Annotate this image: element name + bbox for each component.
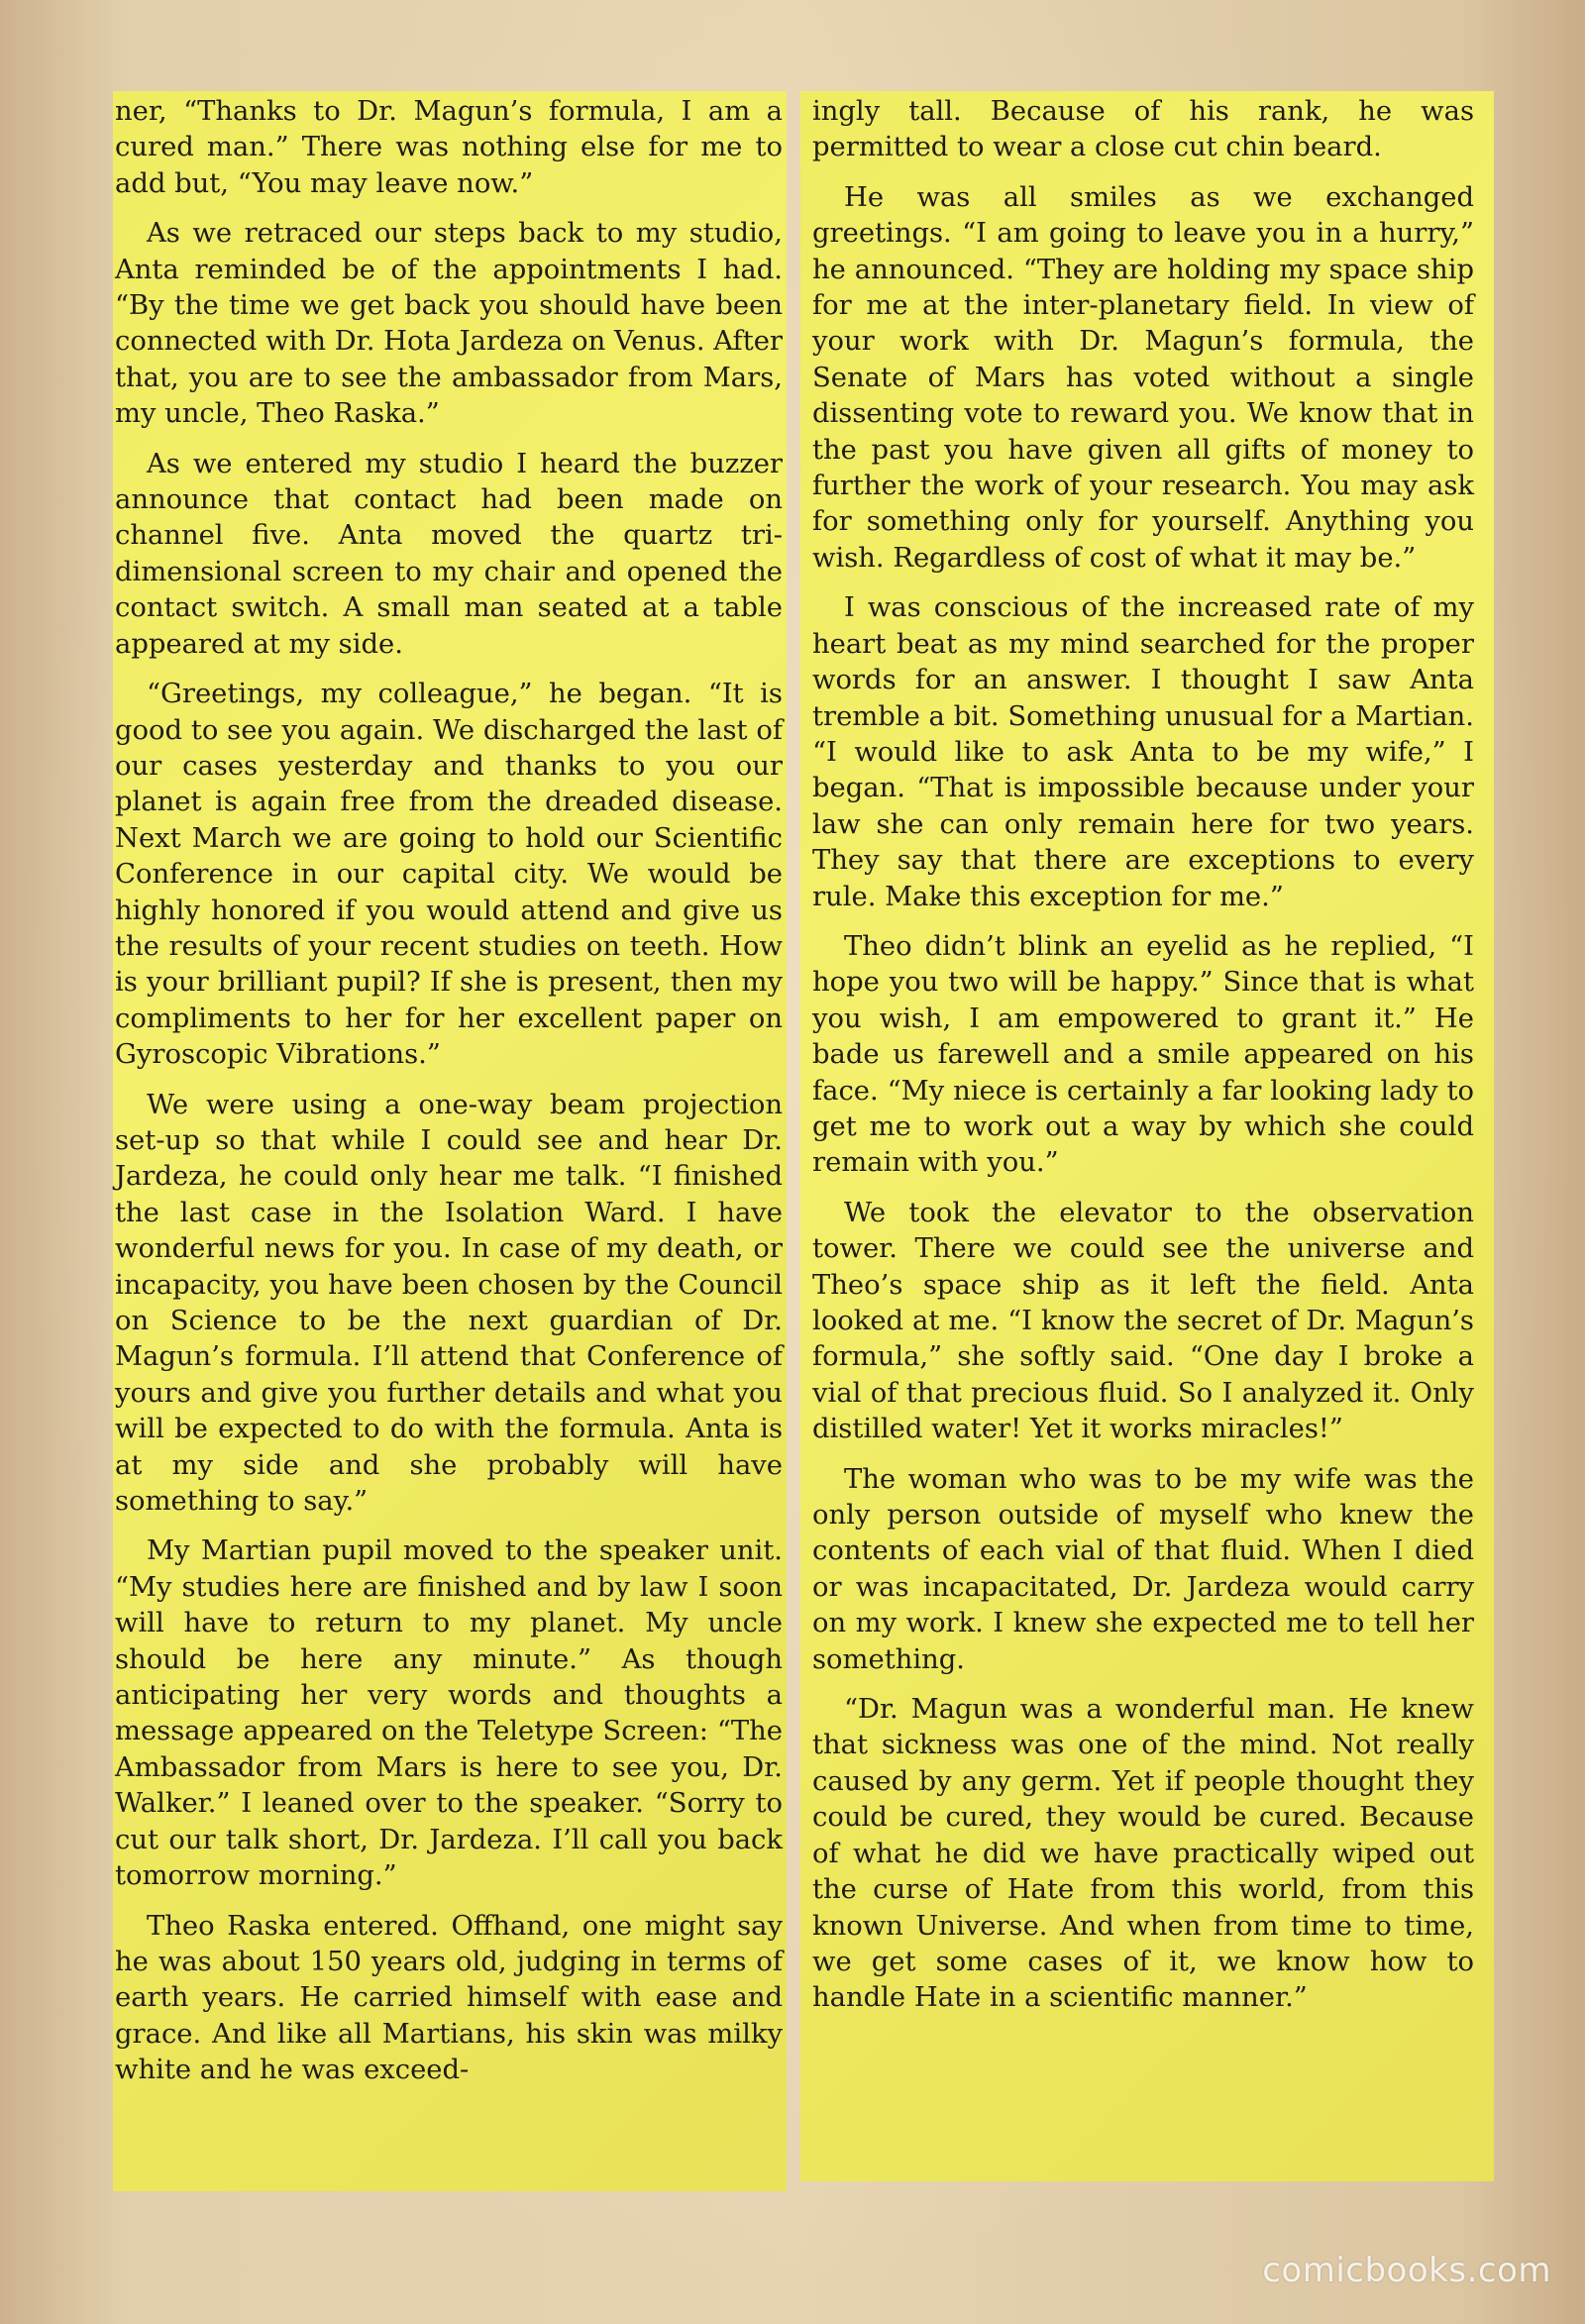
paragraph: ingly tall. Because of his rank, he was permitted to wear a close cut chin beard. <box>812 96 1474 163</box>
right-text-column <box>812 94 1474 2031</box>
paragraph: We took the elevator to the observation tower. There we could see the universe and Theo’s space ship as it left the field. Anta looked at me. “I know the secret of Dr. Magun’s formula,” she softly said. “One day I broke a vial of that precious fluid. So I analyzed it. Only distilled water! Yet it works miracles!” <box>812 1197 1474 1445</box>
paragraph: As we entered my studio I heard the buzzer announce that contact had been made on channel five. Anta moved the quartz tri-dimensional screen to my chair and opened the contact switch. A small man seated at a table appeared at my side. <box>115 448 783 660</box>
paragraph: As we retraced our steps back to my studio, Anta reminded be of the appointments I had. “By the time we get back you should have been connected with Dr. Hota Jardeza on Venus. After that, you are to see the ambassador from Mars, my uncle, Theo Raska.” <box>115 218 783 430</box>
paragraph: The woman who was to be my wife was the only person outside of myself who knew the contents of each vial of that fluid. When I died or was incapacitated, Dr. Jardeza would carry on my work. I knew she expected me to tell her something. <box>812 1463 1474 1675</box>
paragraph: I was conscious of the increased rate of my heart beat as my mind searched for the proper words for an answer. I thought I saw Anta tremble a bit. Something unusual for a Martian. “I would like to ask Anta to be my wife,” I began. “That is impossible because under your law she can only remain here for two years. They say that there are exceptions to every rule. Make this exception for me.” <box>812 592 1474 912</box>
paragraph: We were using a one-way beam projection set-up so that while I could see and hear Dr. Jardeza, he could only hear me talk. “I finished the last case in the Isolation Ward. I have wonderful news for you. In case of my death, or incapacity, you have been chosen by the Council on Science to be the next guardian of Dr. Magun’s formula. I’ll attend that Conference of yours and give you further details and what you will be expected to do with the formula. Anta is at my side and she probably will have something to say.” <box>115 1089 783 1518</box>
paragraph: My Martian pupil moved to the speaker unit. “My studies here are finished and by law I soon will have to return to my planet. My uncle should be here any minute.” As though anticipating her very words and thoughts a message appeared on the Teletype Screen: “The Ambassador from Mars is here to see you, Dr. Walker.” I leaned over to the speaker. “Sorry to cut our talk short, Dr. Jardeza. I’ll call you back tomorrow morning.” <box>115 1535 783 1892</box>
watermark: comicbooks.com <box>1262 2251 1551 2290</box>
paragraph: Theo Raska entered. Offhand, one might say he was about 150 years old, judging in terms of earth years. He carried himself with ease and grace. And like all Martians, his skin was milky white and he was exceed- <box>115 1910 783 2086</box>
paragraph: “Greetings, my colleague,” he began. “It is good to see you again. We discharged the last of our cases yesterday and thanks to you our planet is again free from the dreaded disease. Next March we are going to hold our Scientific Conference in our capital city. We would be highly honored if you would attend and give us the results of your recent studies on teeth. How is your brilliant pupil? If she is present, then my compliments to her for her excellent paper on Gyroscopic Vibrations.” <box>115 679 783 1071</box>
paragraph: Theo didn’t blink an eyelid as he replied, “I hope you two will be happy.” Since that is what you wish, I am empowered to grant it.” He bade us farewell and a smile appeared on his face. “My niece is certainly a far looking lady to get me to work out a way by which she could remain with you.” <box>812 930 1474 1179</box>
paragraph: He was all smiles as we exchanged greetings. “I am going to leave you in a hurry,” he announced. “They are holding my space ship for me at the inter-planetary field. In view of your work with Dr. Magun’s formula, the Senate of Mars has voted without a single dissenting vote to reward you. We know that in the past you have given all gifts of money to further the work of your research. You may ask for something only for yourself. Anything you wish. Regardless of cost of what it may be.” <box>812 181 1474 574</box>
paragraph: ner, “Thanks to Dr. Magun’s formula, I am a cured man.” There was nothing else for me to add but, “You may leave now.” <box>115 96 783 199</box>
paragraph: “Dr. Magun was a wonderful man. He knew that sickness was one of the mind. Not really caused by any germ. Yet if people thought they could be cured, they would be cured. Because of what he did we have practically wiped out the curse of Hate from this world, from this known Universe. And when from time to time, we get some cases of it, we know how to handle Hate in a scientific manner.” <box>812 1694 1474 2014</box>
left-text-column <box>115 94 783 2103</box>
